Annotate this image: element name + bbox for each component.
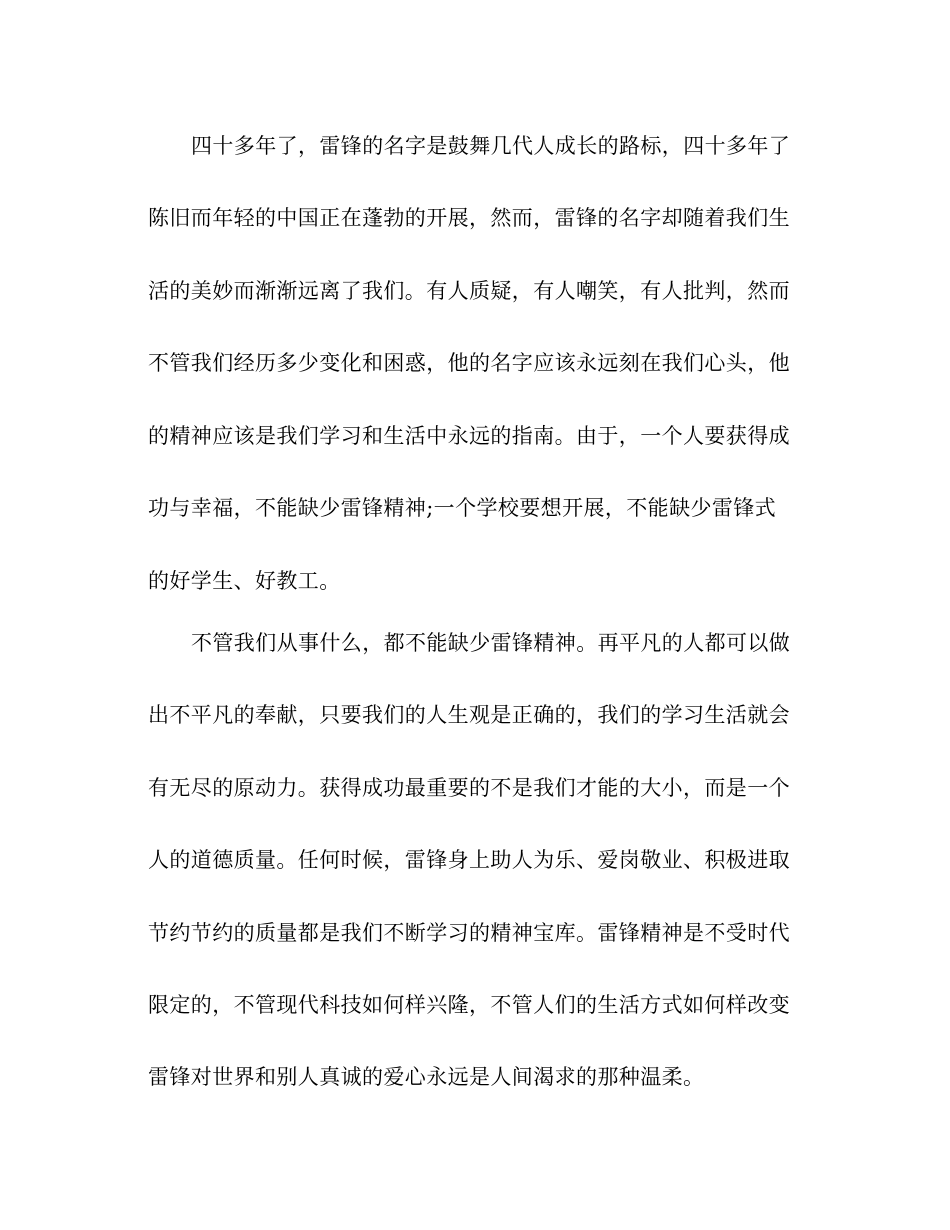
text-line: 节约节约的质量都是我们不断学习的精神宝库。雷锋精神是不受时代: [148, 921, 790, 945]
text-line: 四十多年了，雷锋的名字是鼓舞几代人成长的路标，四十多年了: [191, 134, 791, 158]
text-line: 人的道德质量。任何时候，雷锋身上助人为乐、爱岗敬业、积极进取: [148, 848, 790, 872]
text-line: 功与幸福，不能缺少雷锋精神;一个学校要想开展，不能缺少雷锋式: [148, 496, 777, 520]
text-line: 活的美妙而渐渐远离了我们。有人质疑，有人嘲笑，有人批判，然而: [148, 279, 790, 303]
text-line: 不管我们经历多少变化和困惑，他的名字应该永远刻在我们心头，他: [148, 351, 790, 375]
text-line: 的好学生、好教工。: [148, 569, 341, 593]
text-line: 出不平凡的奉献，只要我们的人生观是正确的，我们的学习生活就会: [148, 703, 790, 727]
text-line: 有无尽的原动力。获得成功最重要的不是我们才能的大小，而是一个: [148, 776, 790, 800]
text-line: 陈旧而年轻的中国正在蓬勃的开展，然而，雷锋的名字却随着我们生: [148, 206, 790, 230]
text-line: 雷锋对世界和别人真诚的爱心永远是人间渴求的那种温柔。: [148, 1065, 705, 1089]
text-line: 的精神应该是我们学习和生活中永远的指南。由于，一个人要获得成: [148, 424, 790, 448]
text-line: 限定的，不管现代科技如何样兴隆，不管人们的生活方式如何样改变: [148, 993, 790, 1017]
text-line: 不管我们从事什么，都不能缺少雷锋精神。再平凡的人都可以做: [191, 631, 791, 655]
